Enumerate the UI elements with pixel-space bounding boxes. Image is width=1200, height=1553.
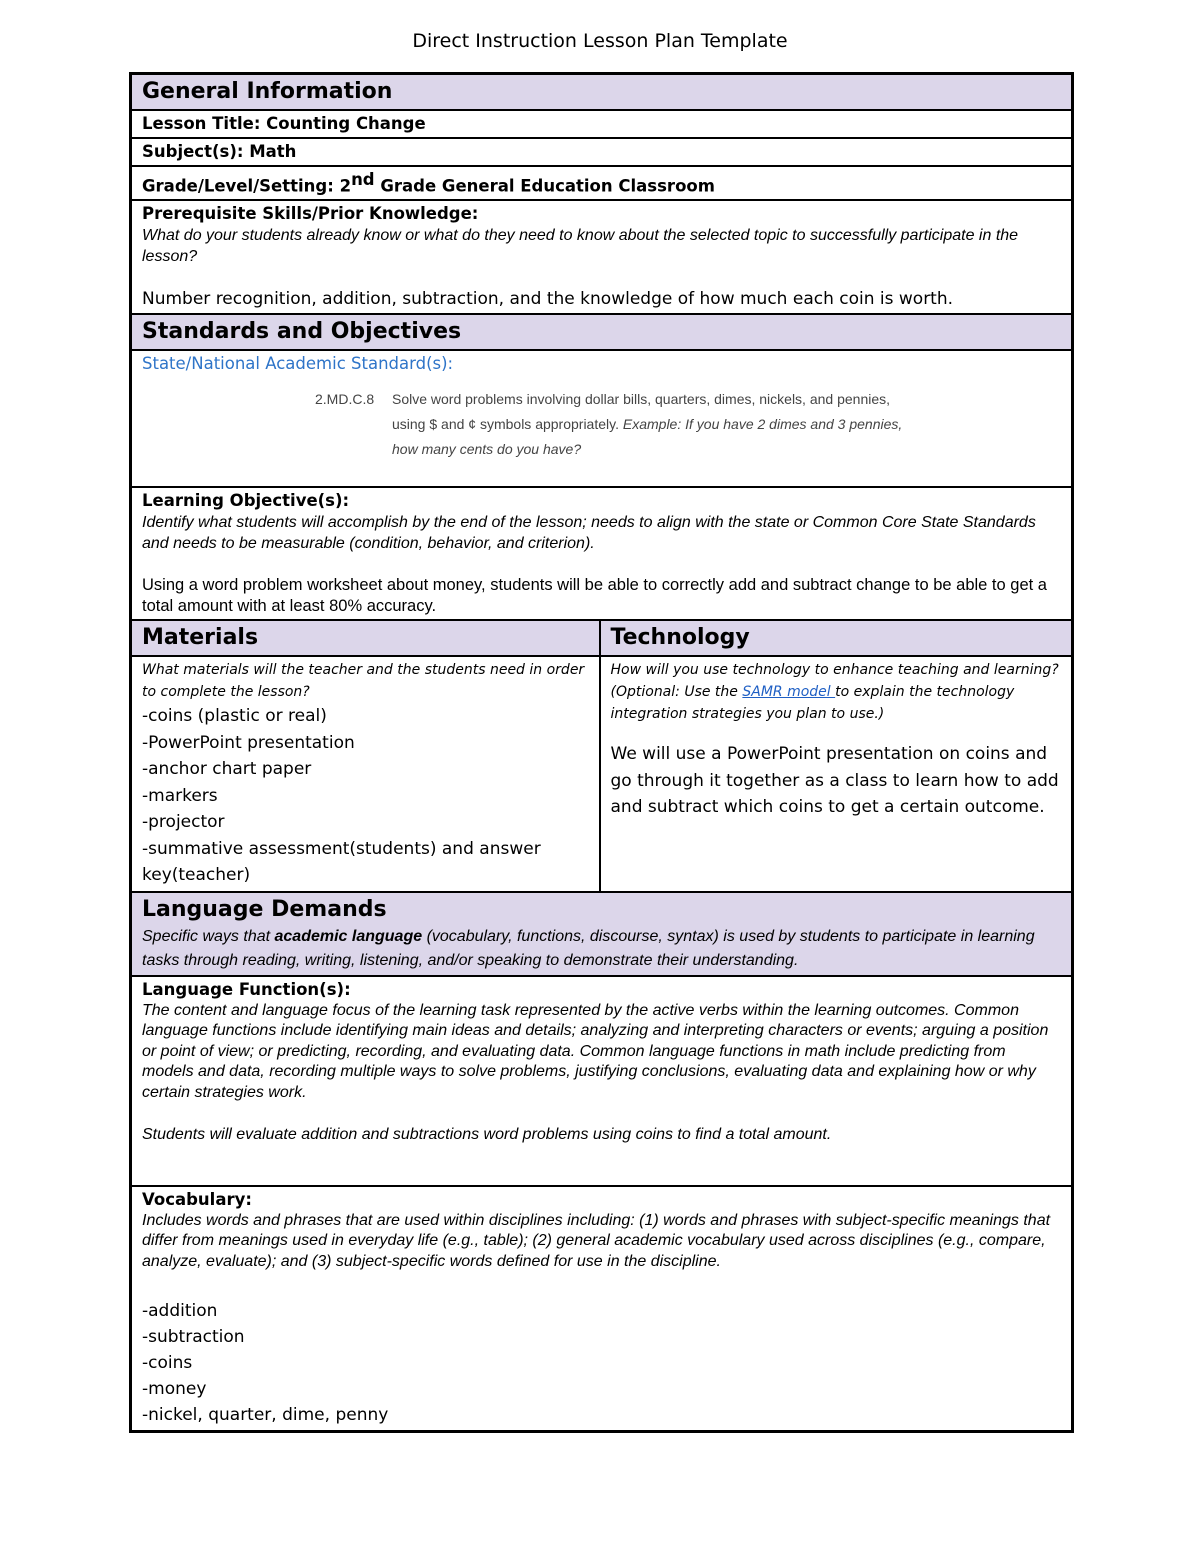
objective-answer: Using a word problem worksheet about money, students will be able to correctly add and subtract change to be able to get a total amount with at least 80% accuracy. <box>142 576 1047 616</box>
standard-code: 2.MD.C.8 <box>315 391 375 408</box>
standard-example-line-2: how many cents do you have? <box>392 441 582 458</box>
vocabulary-item: -subtraction <box>142 1327 245 1348</box>
technology-cell <box>600 656 1073 892</box>
lesson-plan-table <box>129 72 1074 1433</box>
language-function-answer: Students will evaluate addition and subtractions word problems using coins to find a total amount. <box>142 1126 832 1144</box>
language-desc-b: (vocabulary, functions, discourse, syntax) is used by students to participate in learning tasks through reading, writing, listening, and/or speaking to demonstrate their understanding. <box>142 927 1035 969</box>
vocabulary-item: -money <box>142 1379 207 1400</box>
standard-label: State/National Academic Standard(s): <box>142 354 454 374</box>
samr-model-link[interactable]: SAMR model <box>742 684 836 701</box>
standard-example-line-1: Example: If you have 2 dimes and 3 pennies, <box>622 416 903 433</box>
technology-prompt <box>611 659 1062 725</box>
prereq-prompt: What do your students already know or what do they need to know about the selected topic to successfully participate in the lesson? <box>142 227 1019 266</box>
standard-text-line-2: using $ and ¢ symbols appropriately. <box>392 416 623 433</box>
language-function-row <box>131 976 1073 1186</box>
materials-cell <box>131 656 600 892</box>
objective-row <box>131 487 1073 620</box>
vocabulary-prompt: Includes words and phrases that are used within disciplines including: (1) words and phrases with subject-specific meanings that differ from meanings used in everyday life (e.g., table); (2) general academic vocabulary used across disciplines (e.g., compare, analyze, evaluate); and (3) subject-specific words defined for use in the discipline. <box>142 1211 1051 1270</box>
standard-excerpt <box>315 387 1061 467</box>
prereq-row <box>131 200 1073 314</box>
language-desc-a: Specific ways that <box>142 927 275 945</box>
objective-label: Learning Objective(s): <box>142 491 350 511</box>
grade-prefix: Grade/Level/Setting: 2 <box>142 176 352 196</box>
lesson-title-row <box>131 110 1073 138</box>
general-info-header <box>131 74 1073 111</box>
prereq-label: Prerequisite Skills/Prior Knowledge: <box>142 204 479 224</box>
language-description <box>142 925 1061 973</box>
vocabulary-row <box>131 1186 1073 1432</box>
standard-text-line-1: Solve word problems involving dollar bills, quarters, dimes, nickels, and pennies, <box>392 391 891 408</box>
language-function-prompt: The content and language focus of the learning task represented by the active verbs within the learning outcomes. Common language functions include identifying main ideas and details; analyzing and interpreting characters or events; arguing a position or point of view; or predicting, recording, and evaluating data. Common language functions in math include predicting from models and data, recording multiple ways to solve problems, justifying conclusions, evaluating data and explaining how or why certain strategies work. <box>142 1001 1049 1101</box>
grade-suffix: Grade General Education Classroom <box>374 176 715 196</box>
lesson-title: Lesson Title: Counting Change <box>142 114 426 133</box>
vocabulary-label: Vocabulary: <box>142 1189 252 1209</box>
materials-prompt: What materials will the teacher and the students need in order to complete the lesson? <box>142 662 585 701</box>
prereq-answer: Number recognition, addition, subtraction, and the knowledge of how much each coin is worth. <box>142 289 954 310</box>
materials-title: Materials <box>142 625 259 651</box>
vocabulary-item: -addition <box>142 1301 218 1322</box>
technology-header <box>600 620 1073 656</box>
vocabulary-item: -nickel, quarter, dime, penny <box>142 1405 389 1426</box>
language-header <box>131 892 1073 976</box>
technology-answer: We will use a PowerPoint presentation on coins and go through it together as a class to learn how to add and subtract which coins to get a certain outcome. <box>610 744 1059 818</box>
standard-text <box>392 387 932 462</box>
objective-prompt: Identify what students will accomplish by the end of the lesson; needs to align with the state or Common Core State Standards and needs to be measurable (condition, behavior, and criterion). <box>142 514 1036 553</box>
document-title: Direct Instruction Lesson Plan Template <box>412 30 788 52</box>
standards-title: Standards and Objectives <box>142 319 462 345</box>
technology-title: Technology <box>610 625 750 651</box>
technology-prompt-a: How will you use technology to enhance teaching and learning? (Optional: Use the <box>610 662 1059 701</box>
standards-header <box>131 314 1073 350</box>
materials-item: -summative assessment(students) and answer key(teacher) <box>142 838 541 886</box>
language-function-label: Language Function(s): <box>142 979 351 999</box>
grade-row <box>131 166 1073 200</box>
vocabulary-item: -coins <box>142 1353 193 1374</box>
materials-item: -markers <box>142 785 218 806</box>
materials-item: -projector <box>142 812 225 833</box>
subjects: Subject(s): Math <box>142 142 297 161</box>
materials-item: -coins (plastic or real) <box>142 706 327 727</box>
standard-row <box>131 350 1073 487</box>
subjects-row <box>131 138 1073 166</box>
language-title: Language Demands <box>142 896 387 922</box>
materials-item: -anchor chart paper <box>142 759 312 780</box>
materials-header <box>131 620 600 656</box>
grade-superscript: nd <box>351 170 375 189</box>
materials-item: -PowerPoint presentation <box>142 732 355 753</box>
technology-prompt-b: to explain the technology integration strategies you plan to use.) <box>610 684 1015 723</box>
language-desc-bold: academic language <box>274 927 423 945</box>
general-info-title: General Information <box>142 79 393 104</box>
